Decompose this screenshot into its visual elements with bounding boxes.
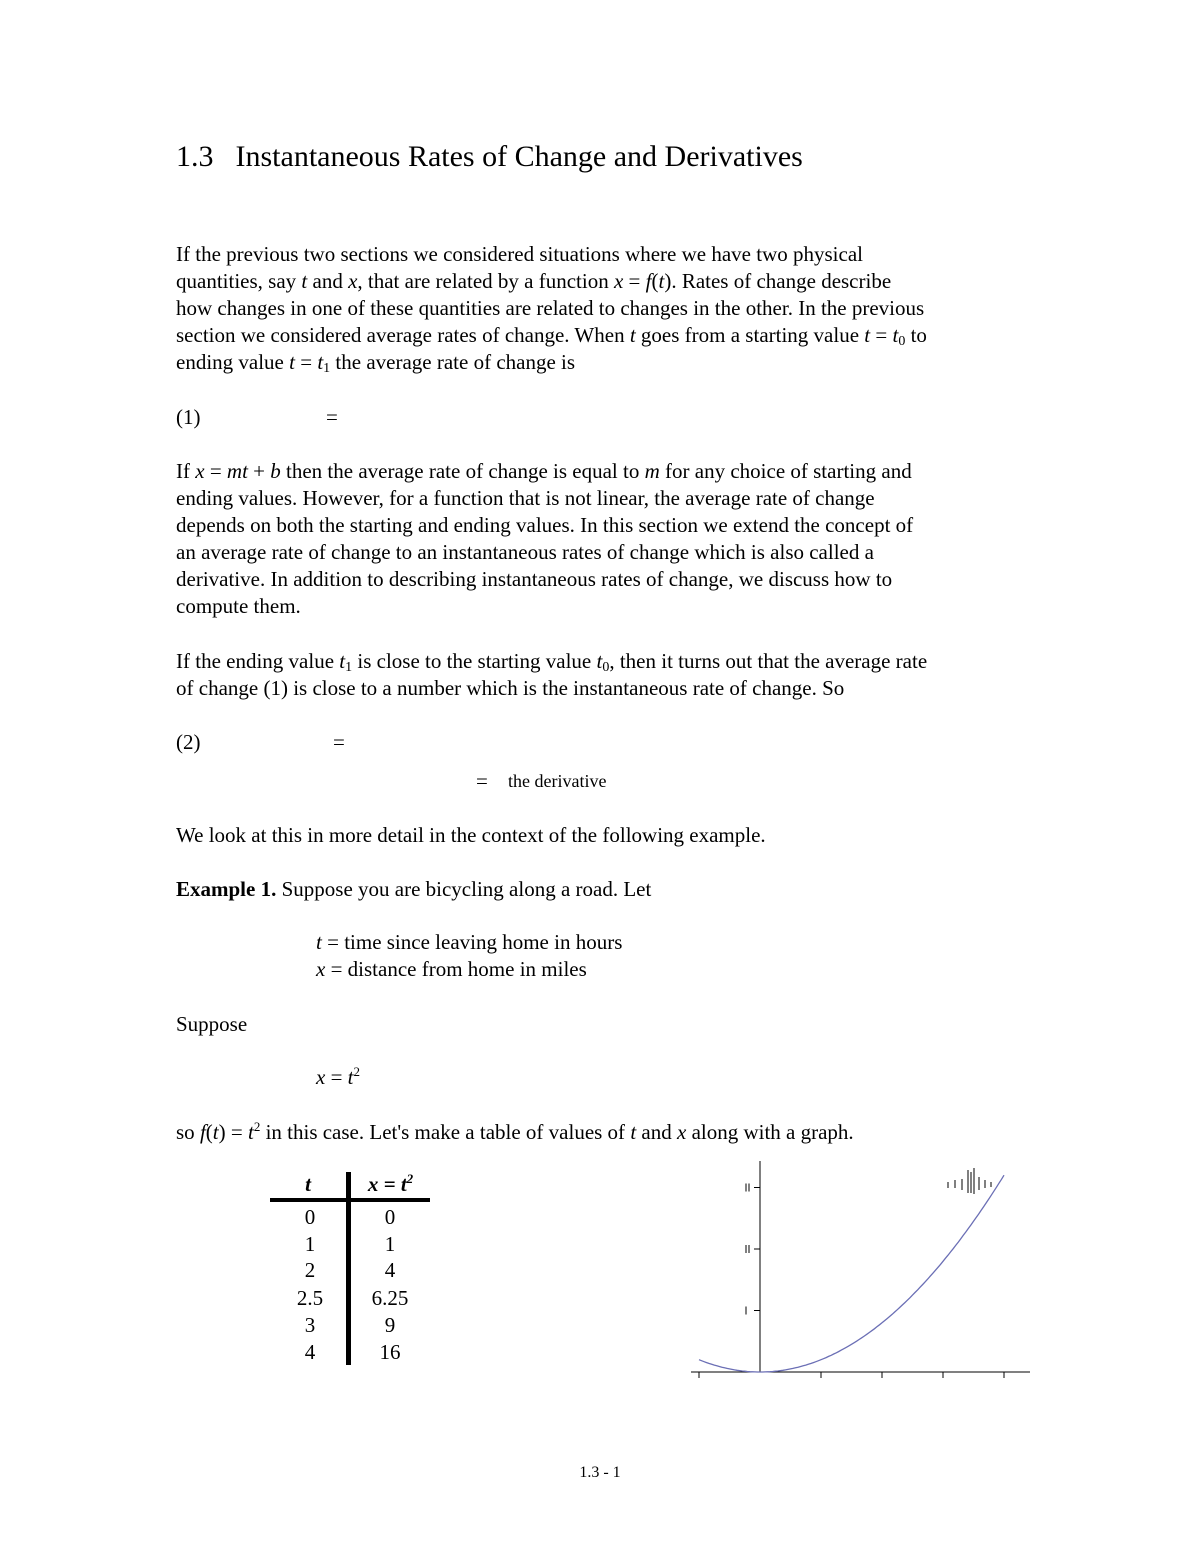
definition-x: x = distance from home in miles — [316, 957, 587, 981]
table-header-x: $x = t^2$ — [367, 1171, 414, 1196]
table-cell-t: 2 — [304, 1258, 316, 1282]
parabola-graph — [680, 1160, 1030, 1390]
table-header-t: t — [305, 1172, 311, 1196]
intro-paragraph — [176, 241, 1036, 376]
table-cell-x: 1 — [384, 1232, 396, 1256]
section-title — [176, 140, 803, 174]
graph-axes — [691, 1161, 1030, 1378]
text-line: If the previous two sections we considered situations where we have two physical — [176, 242, 863, 266]
text-line: quantities, say t and x, that are related by a function x = f(t). Rates of change describe — [176, 269, 892, 293]
text-line: ending values. However, for a function that is not linear, the average rate of change — [176, 486, 875, 510]
parabola-curve — [699, 1175, 1004, 1372]
section-number: 1.3 — [176, 140, 214, 173]
table-cell-x: 16 — [379, 1340, 401, 1364]
section-title-text: Instantaneous Rates of Change and Derivatives — [235, 140, 803, 173]
derivative-note: the derivative — [508, 771, 607, 791]
table-horizontal-rule — [270, 1198, 430, 1202]
table-cell-x: 4 — [384, 1258, 396, 1282]
equation-1-equals: = — [326, 405, 338, 429]
text-line: If the ending value $t_1$ is close to the starting value $t_0$, then it turns out that the average rate — [176, 649, 928, 675]
table-cell-x: 0 — [384, 1205, 396, 1229]
text-line: section we considered average rates of change. When t goes from a starting value $t = t_0$ to — [176, 323, 927, 349]
table-intro-line: so $f(t) = t^2$ in this case. Let's make a table of values of t and x along with a graph. — [176, 1119, 854, 1144]
linear-paragraph — [176, 458, 1036, 620]
equation-2-label: (2) — [176, 730, 201, 754]
table-cell-t: 2.5 — [296, 1286, 324, 1310]
text-line: of change (1) is close to a number which is the instantaneous rate of change. So — [176, 676, 845, 700]
equation-1-label: (1) — [176, 405, 201, 429]
text-line: compute them. — [176, 594, 301, 618]
example-label: Example 1. — [176, 877, 277, 901]
limit-paragraph — [176, 648, 1036, 702]
text-line: We look at this in more detail in the context of the following example. — [176, 823, 766, 847]
graph-label-artifacts — [948, 1168, 991, 1194]
text-line: ending value $t = t_1$ the average rate of change is — [176, 350, 576, 376]
text-line: how changes in one of these quantities are related to changes in the other. In the previous — [176, 296, 925, 320]
table-cell-t: 1 — [304, 1232, 316, 1256]
table-cell-x: 9 — [384, 1313, 396, 1337]
table-cell-t: 3 — [304, 1313, 316, 1337]
page-footer: 1.3 - 1 — [579, 1464, 621, 1481]
definition-t: t = time since leaving home in hours — [316, 930, 623, 954]
text-line: an average rate of change to an instantaneous rates of change which is also called a — [176, 540, 874, 564]
values-table — [270, 1172, 430, 1367]
equation-2-equals: = — [333, 730, 345, 754]
equation-2-equals-second: = — [476, 769, 488, 793]
text-line: If x = mt + b then the average rate of change is equal to m for any choice of starting and — [176, 459, 912, 483]
example-heading — [176, 876, 1036, 903]
text-line: derivative. In addition to describing instantaneous rates of change, we discuss how to — [176, 567, 893, 591]
table-cell-t: 0 — [304, 1205, 316, 1229]
table-cell-x: 6.25 — [371, 1286, 409, 1310]
table-cell-t: 4 — [304, 1340, 316, 1364]
suppose-text: Suppose — [176, 1012, 248, 1036]
function-equation: $x = t^2$ — [316, 1064, 361, 1089]
transition-paragraph — [176, 822, 1036, 849]
text-line: Example 1. Suppose you are bicycling along a road. Let — [176, 877, 652, 901]
text-line: depends on both the starting and ending values. In this section we extend the concept of — [176, 513, 914, 537]
